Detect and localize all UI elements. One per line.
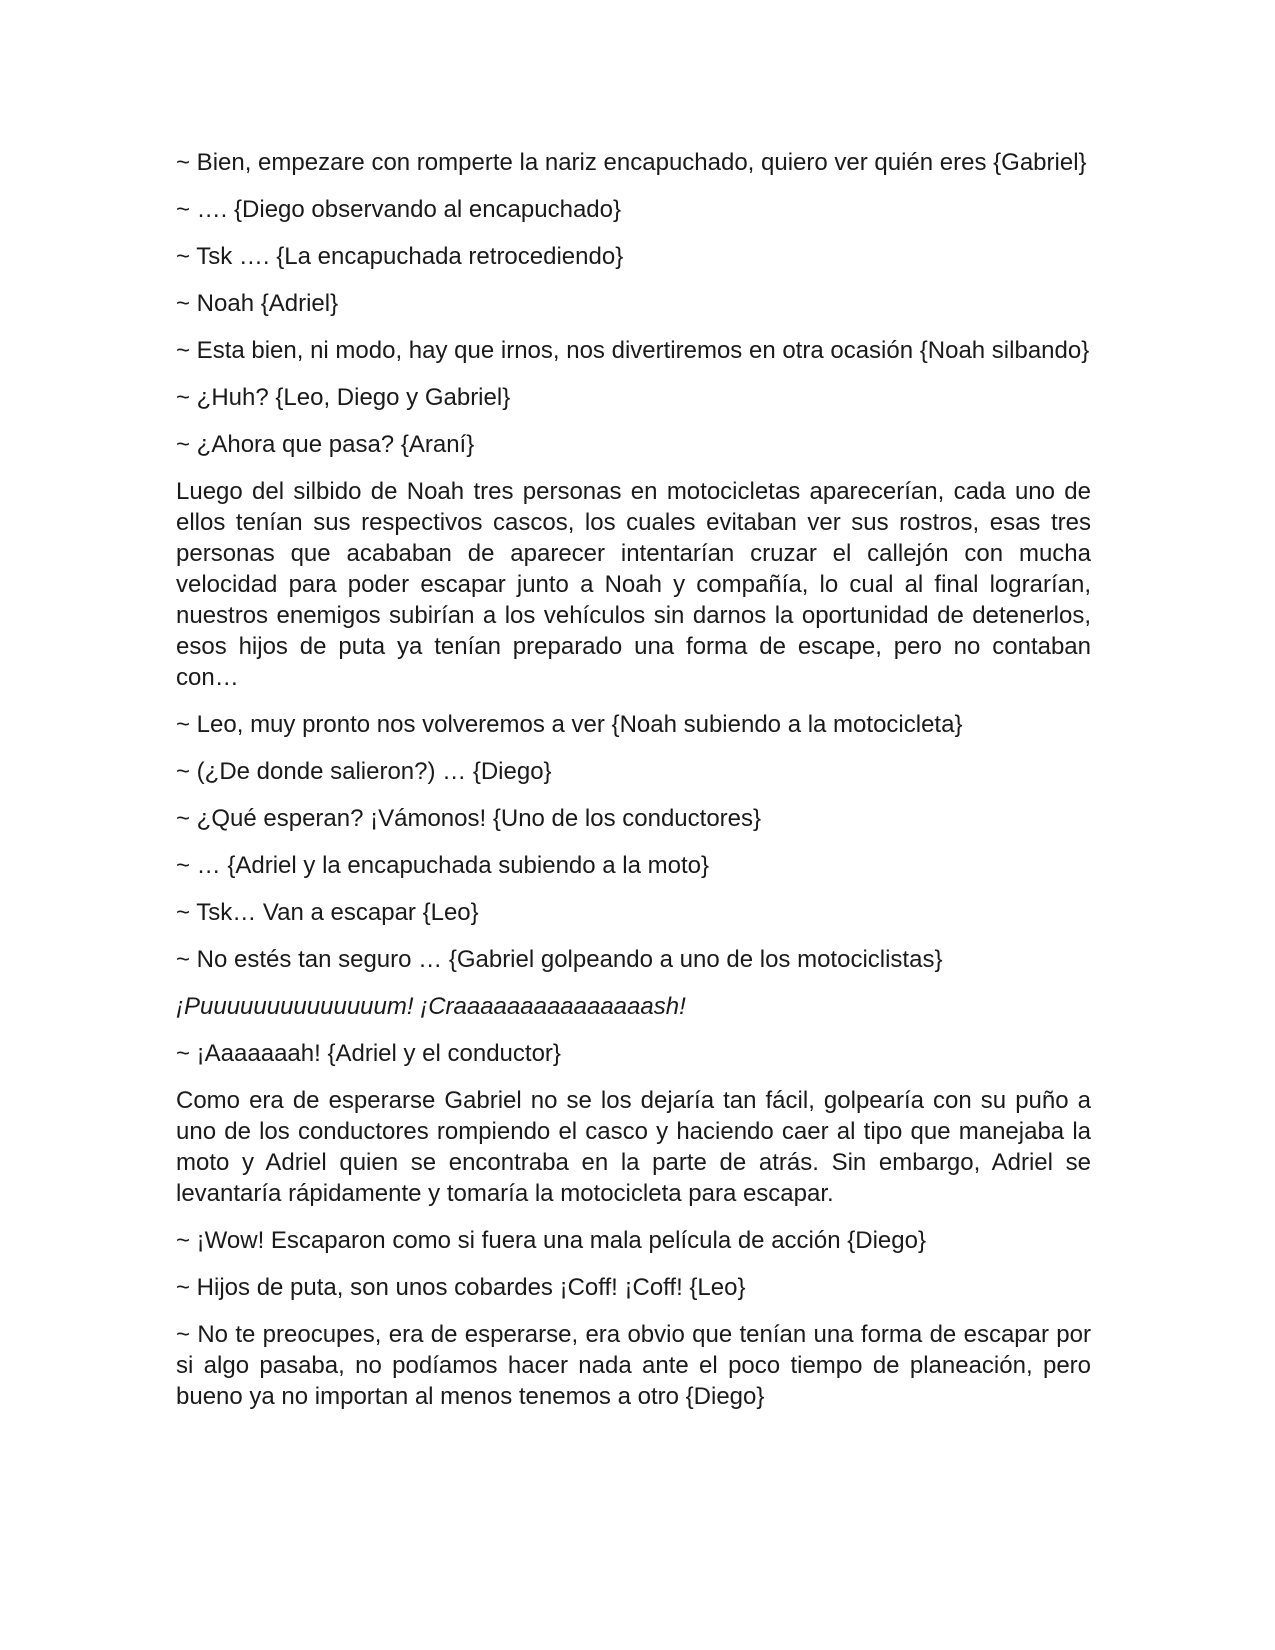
paragraph: ~ Hijos de puta, son unos cobardes ¡Coff! ¡Coff! {Leo} (176, 1274, 746, 1301)
paragraph: ~ Tsk …. {La encapuchada retrocediendo} (176, 243, 624, 270)
paragraph: ~ Tsk… Van a escapar {Leo} (176, 899, 479, 926)
paragraph: ~ …. {Diego observando al encapuchado} (176, 196, 621, 223)
paragraph: ~ Leo, muy pronto nos volveremos a ver {Noah subiendo a la motocicleta} (176, 711, 963, 738)
paragraph: ~ ¿Huh? {Leo, Diego y Gabriel} (176, 384, 511, 411)
paragraph: ~ Esta bien, ni modo, hay que irnos, nos divertiremos en otra ocasión {Noah silbando} (176, 337, 1090, 364)
narration-paragraph: Como era de esperarse Gabriel no se los dejaría tan fácil, golpearía con su puño a uno de los conductores rompiendo el casco y haciendo caer al tipo que manejaba la moto y Adriel quien se encontraba en la parte de atrás. Sin embargo, Adriel se levantaría rápidamente y tomaría la motocicleta para escapar. (176, 1087, 1091, 1207)
paragraph: ~ Noah {Adriel} (176, 290, 339, 317)
narration-paragraph: Luego del silbido de Noah tres personas en motocicletas aparecerían, cada uno de ellos tenían sus respectivos cascos, los cuales evitaban ver sus rostros, esas tres personas que acababan de aparecer intentarían cruzar el callejón con mucha velocidad para poder escapar junto a Noah y compañía, lo cual al final lograrían, nuestros enemigos subirían a los vehículos sin darnos la oportunidad de detenerlos, esos hijos de puta ya tenían preparado una forma de escape, pero no contaban con… (176, 478, 1091, 691)
paragraph: ~ ¿Qué esperan? ¡Vámonos! {Uno de los conductores} (176, 805, 762, 832)
paragraph: ~ (¿De donde salieron?) … {Diego} (176, 758, 552, 785)
paragraph: ~ ¡Wow! Escaparon como si fuera una mala película de acción {Diego} (176, 1227, 926, 1254)
paragraph: ~ … {Adriel y la encapuchada subiendo a la moto} (176, 852, 710, 879)
paragraph: ~ No te preocupes, era de esperarse, era obvio que tenían una forma de escapar por si algo pasaba, no podíamos hacer nada ante el poco tiempo de planeación, pero bueno ya no importan al menos tenemos a otro {Diego} (176, 1321, 1091, 1410)
paragraph: ~ ¿Ahora que pasa? {Araní} (176, 431, 475, 458)
paragraph: ~ ¡Aaaaaaah! {Adriel y el conductor} (176, 1040, 561, 1067)
paragraph: ~ No estés tan seguro … {Gabriel golpeando a uno de los motociclistas} (176, 946, 943, 973)
paragraph: ~ Bien, empezare con romperte la nariz encapuchado, quiero ver quién eres {Gabriel} (176, 149, 1087, 176)
sound-effect-paragraph: ¡Puuuuuuuuuuuuuum! ¡Craaaaaaaaaaaaaaash! (176, 993, 686, 1020)
